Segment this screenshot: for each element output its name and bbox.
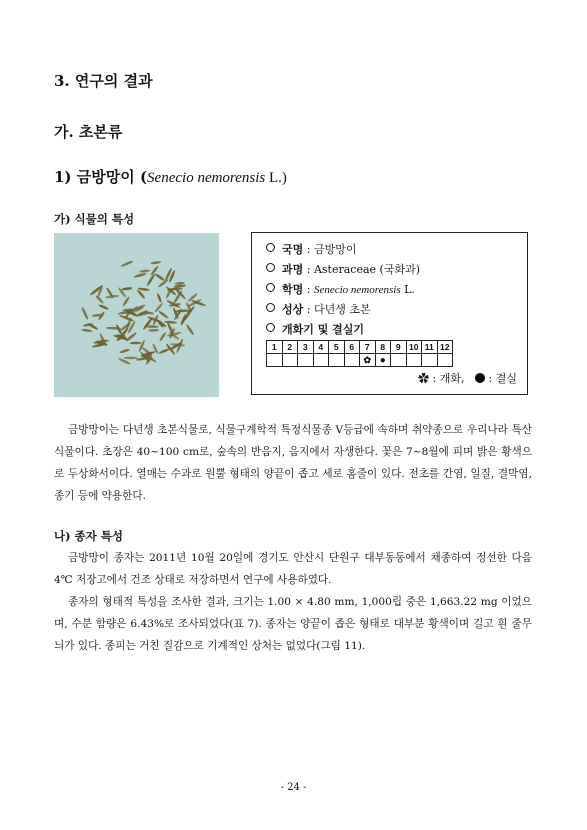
seed-shape <box>124 357 138 360</box>
species-author: L.) <box>265 170 287 186</box>
section-title: 3. 연구의 결과 <box>54 72 153 90</box>
seed-shape <box>174 284 186 288</box>
calendar-mark-9 <box>391 354 407 367</box>
seed-shape <box>119 348 130 354</box>
plant-info-box <box>251 232 528 395</box>
page-number: - 24 - <box>280 782 307 793</box>
subsection-title: 가. 초본류 <box>54 123 123 141</box>
seed-shape <box>81 329 92 333</box>
info-common-name: 국명 : 금방망이 <box>266 241 356 257</box>
circle-bullet-icon <box>266 283 275 292</box>
circle-bullet-icon <box>266 303 275 312</box>
seed-shape <box>154 273 165 282</box>
filled-circle-icon <box>475 373 485 383</box>
seed-shape <box>130 342 141 345</box>
species-title <box>54 166 287 187</box>
calendar-month-3: 3 <box>298 341 314 354</box>
calendar-month-9: 9 <box>391 341 407 354</box>
calendar-mark-4 <box>313 354 329 367</box>
info-growth-form: 성상 : 다년생 초본 <box>266 301 371 317</box>
seed-shape <box>95 295 104 305</box>
calendar-month-12: 12 <box>437 341 453 354</box>
calendar-mark-12 <box>437 354 453 367</box>
seed-shape <box>174 282 185 285</box>
phenology-calendar <box>266 340 453 367</box>
calendar-month-8: 8 <box>375 341 391 354</box>
seed-shape <box>146 273 156 286</box>
seed-shape <box>145 325 159 328</box>
seed-shape <box>121 287 132 291</box>
flower-icon: ✿ <box>418 372 430 385</box>
phenology-legend: ✿ : 개화, : 결실 <box>418 372 517 385</box>
info-phenology: 개화기 및 결실기 <box>266 321 364 337</box>
seed-paragraphs <box>54 547 532 657</box>
circle-bullet-icon <box>266 323 275 332</box>
calendar-mark-10 <box>406 354 422 367</box>
circle-bullet-icon <box>266 263 275 272</box>
info-family: 과명 : Asteraceae (국화과) <box>266 261 420 277</box>
seed-shape <box>120 260 134 268</box>
calendar-mark-11 <box>422 354 438 367</box>
seed-shape <box>185 324 194 336</box>
calendar-month-7: 7 <box>360 341 376 354</box>
calendar-mark-3 <box>298 354 314 367</box>
seed-shape <box>180 313 187 326</box>
calendar-month-6: 6 <box>344 341 360 354</box>
info-scientific-name: 학명 : Senecio nemorensis L. <box>266 281 415 297</box>
seed-shape <box>133 272 146 278</box>
calendar-month-5: 5 <box>329 341 345 354</box>
seed-shape <box>150 261 161 265</box>
seed-shape <box>98 304 109 311</box>
species-prefix: 1) 금방망이 ( <box>54 168 148 186</box>
calendar-month-11: 11 <box>422 341 438 354</box>
seed-shape <box>156 293 162 303</box>
seed-shape <box>164 320 177 324</box>
seed-morphology-paragraph: 종자의 형태적 특성을 조사한 결과, 크기는 1.00 × 4.80 mm, 1,000립 중은 1,663.22 mg 이었으며, 수분 함량은 6.43%로 조사되었다(표 7). 종자는 양끝이 좁은 형태로 대부분 황색이며 길고 흰 줄무늬가 있다. 종피는 거친 질감으로 기계적인 상처는 없었다(그림 11). <box>54 596 532 652</box>
seed-shape <box>158 310 169 319</box>
seed-shape <box>158 348 170 355</box>
seed-photo-image <box>54 233 219 397</box>
seed-shape <box>81 307 89 321</box>
seed-photo <box>54 233 219 397</box>
calendar-month-10: 10 <box>406 341 422 354</box>
description-paragraph: 금방망이는 다년생 초본식물로, 식물구계학적 특정식물종 V등급에 속하며 취약종으로 우리나라 특산식물이다. 초장은 40~100 cm로, 숲속의 반음지, 음지에서 자생한다. 꽃은 7~8월에 피며 밝은 황색으로 두상화서이다. 열매는 수과로 원뿔 형태의 양끝이 좁고 세로 홈줄이 있다. 전초를 간염, 일질, 결막염, 종기 등에 약용한다. <box>54 424 532 502</box>
seed-shape <box>125 332 137 342</box>
seed-shape <box>122 296 130 307</box>
seed-heading: 나) 종자 특성 <box>54 529 123 543</box>
calendar-mark-2 <box>282 354 298 367</box>
calendar-mark-8: ● <box>375 354 391 367</box>
calendar-month-4: 4 <box>313 341 329 354</box>
species-scientific-name: Senecio nemorensis <box>147 170 266 186</box>
calendar-mark-5 <box>329 354 345 367</box>
seed-shape <box>159 332 167 342</box>
seed-shape <box>139 269 150 273</box>
seed-collection-paragraph: 금방망이 종자는 2011년 10월 20일에 경기도 안산시 단원구 대부동동에서 채종하여 정선한 다음 4℃ 저장고에서 건조 상태로 저장하면서 연구에 사용하였다. <box>54 552 532 586</box>
calendar-mark-1 <box>267 354 283 367</box>
calendar-mark-7: ✿ <box>360 354 376 367</box>
calendar-month-2: 2 <box>282 341 298 354</box>
traits-heading: 가) 식물의 특성 <box>54 212 135 226</box>
calendar-month-1: 1 <box>267 341 283 354</box>
seed-shape <box>148 329 159 332</box>
calendar-mark-6 <box>344 354 360 367</box>
circle-bullet-icon <box>266 243 275 252</box>
